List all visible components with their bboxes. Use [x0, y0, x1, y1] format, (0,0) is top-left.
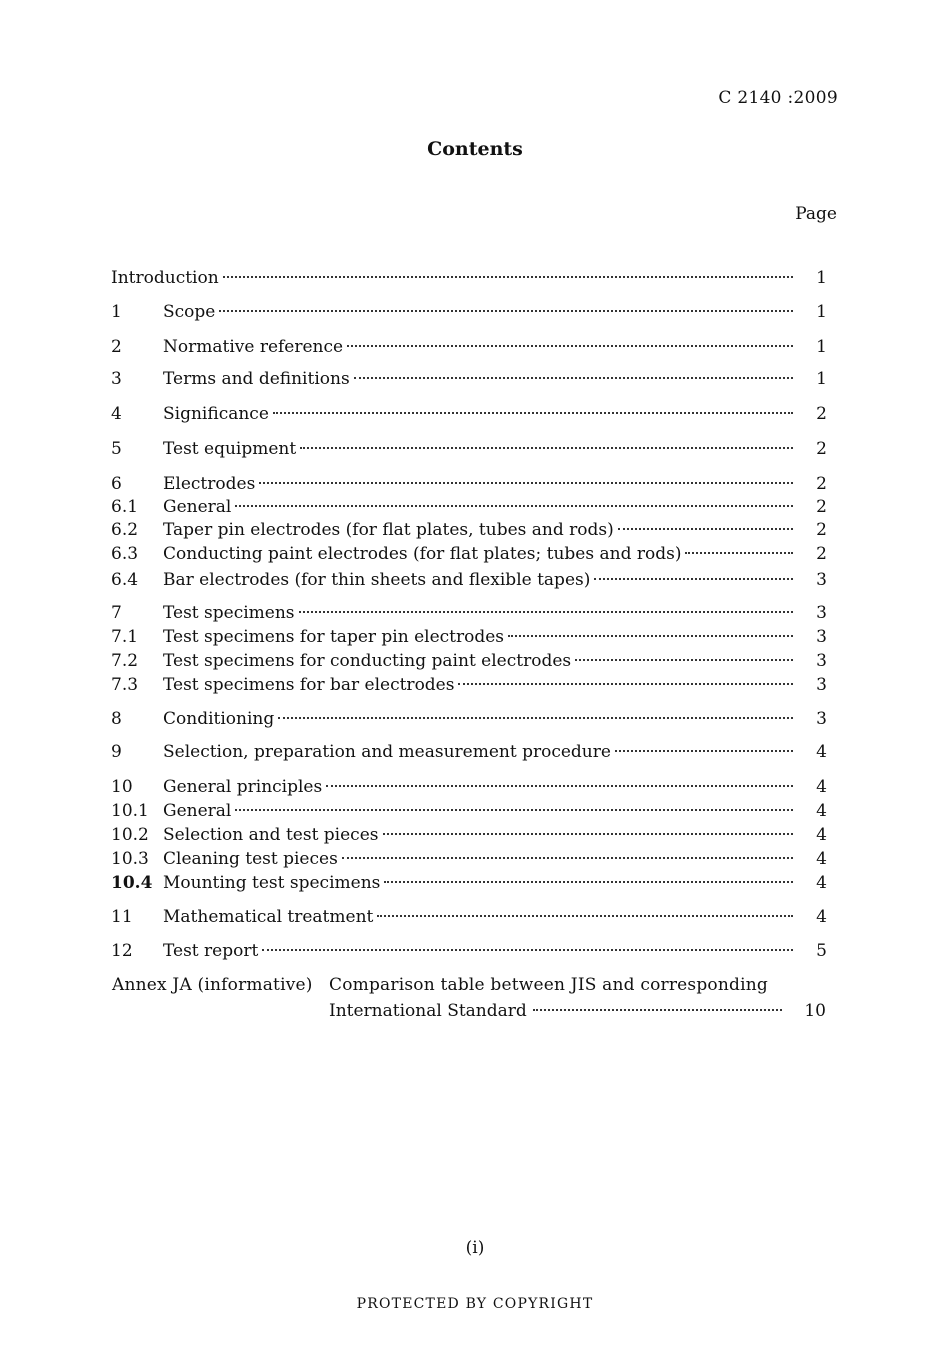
toc-entry-label: Test specimens for bar electrodes: [163, 675, 455, 695]
toc-entry[interactable]: [111, 497, 827, 519]
toc-entry[interactable]: [111, 801, 827, 823]
toc-entry-number: 10: [111, 777, 133, 797]
toc-entry-number: 10.3: [111, 849, 149, 869]
leader-dots: [458, 683, 793, 685]
leader-dots: [299, 611, 793, 613]
toc-entry-number: 7.3: [111, 675, 139, 695]
toc-entry[interactable]: [111, 709, 827, 731]
toc-entry[interactable]: [111, 849, 827, 871]
toc-entry-page: 1: [816, 268, 827, 288]
toc-entry-number: 6: [111, 474, 122, 494]
toc-entry-number: 12: [111, 941, 133, 961]
toc-entry-page: 5: [816, 941, 827, 961]
toc-entry-number: 7: [111, 603, 122, 623]
toc-entry-number: 8: [111, 709, 122, 729]
leader-dots: [508, 635, 793, 637]
toc-entry[interactable]: [111, 520, 827, 542]
leader-dots: [347, 345, 793, 347]
toc-entry-page: 4: [816, 907, 827, 927]
page-number: (i): [465, 1238, 485, 1258]
toc-entry-number: 9: [111, 742, 122, 762]
toc-entry[interactable]: [111, 603, 827, 625]
toc-entry[interactable]: [111, 404, 827, 426]
leader-dots: [384, 881, 793, 883]
toc-entry-label: Taper pin electrodes (for flat plates, tubes and rods): [163, 520, 614, 540]
leader-dots: [383, 833, 794, 835]
toc-entry[interactable]: [111, 544, 827, 566]
toc-entry-label: Test specimens for taper pin electrodes: [163, 627, 505, 647]
toc-entry-number: 6.3: [111, 544, 139, 564]
toc-entry-label: Selection and test pieces: [163, 825, 379, 845]
toc-entry-page: 1: [816, 369, 827, 389]
toc-entry-number: 10.1: [111, 801, 149, 821]
toc-entry-number: 5: [111, 439, 122, 459]
leader-dots: [223, 276, 793, 278]
toc-entry-label: Electrodes: [163, 474, 256, 494]
toc-entry-number: 1: [111, 302, 122, 322]
toc-entry-number: 7.1: [111, 627, 139, 647]
page-title: Contents: [427, 138, 523, 160]
leader-dots: [685, 552, 793, 554]
leader-dots: [262, 949, 793, 951]
toc-entry-number: 6.1: [111, 497, 139, 517]
toc-entry[interactable]: [111, 941, 827, 963]
toc-entry-number: 10.2: [111, 825, 149, 845]
toc-entry-page: 3: [816, 651, 827, 671]
toc-entry-number: 6.2: [111, 520, 139, 540]
toc-entry-number: 11: [111, 907, 133, 927]
toc-entry[interactable]: [111, 907, 827, 929]
page-column-label: Page: [795, 204, 837, 224]
toc-entry-number: 10.4: [111, 873, 153, 893]
annex-title-line2: International Standard: [329, 1001, 527, 1021]
leader-dots: [615, 750, 793, 752]
toc-entry[interactable]: [111, 627, 827, 649]
leader-dots: [618, 528, 793, 530]
toc-entry[interactable]: [111, 675, 827, 697]
annex-prefix: Annex JA (informative): [112, 975, 313, 995]
leader-dots: [326, 785, 793, 787]
leader-dots: [533, 1009, 783, 1011]
toc-entry-page: 3: [816, 675, 827, 695]
leader-dots: [575, 659, 793, 661]
toc-entry-label: Test report: [163, 941, 259, 961]
toc-entry-label: Bar electrodes (for thin sheets and flexible tapes): [163, 570, 591, 590]
leader-dots: [342, 857, 793, 859]
leader-dots: [235, 809, 793, 811]
toc-entry-label: Normative reference: [163, 337, 344, 357]
leader-dots: [259, 482, 793, 484]
toc-entry-page: 2: [816, 497, 827, 517]
toc-entry-number: 4: [111, 404, 122, 424]
toc-entry[interactable]: [111, 570, 827, 592]
toc-entry-page: 2: [816, 474, 827, 494]
toc-entry[interactable]: [111, 474, 827, 496]
toc-entry-page: 1: [816, 337, 827, 357]
toc-entry-label: General: [163, 801, 232, 821]
leader-dots: [377, 915, 793, 917]
toc-entry[interactable]: [111, 825, 827, 847]
toc-entry-label: Significance: [163, 404, 269, 424]
toc-entry-label: Conditioning: [163, 709, 275, 729]
copyright-notice: PROTECTED BY COPYRIGHT: [356, 1296, 594, 1312]
leader-dots: [278, 717, 793, 719]
toc-entry[interactable]: [111, 268, 827, 290]
toc-entry-label: General: [163, 497, 232, 517]
annex-entry[interactable]: [112, 975, 768, 995]
toc-entry-page: 2: [816, 439, 827, 459]
toc-entry[interactable]: [111, 439, 827, 461]
toc-entry[interactable]: [111, 742, 827, 764]
toc-entry-page: 3: [816, 570, 827, 590]
annex-page: 10: [804, 1001, 826, 1021]
leader-dots: [300, 447, 793, 449]
toc-entry[interactable]: [111, 302, 827, 324]
toc-entry-page: 4: [816, 873, 827, 893]
standard-code: C 2140 :2009: [718, 88, 838, 108]
toc-entry-number: 7.2: [111, 651, 139, 671]
toc-entry-page: 1: [816, 302, 827, 322]
toc-entry-page: 4: [816, 742, 827, 762]
toc-entry-label: General principles: [163, 777, 323, 797]
toc-entry[interactable]: [111, 369, 827, 391]
toc-entry[interactable]: [111, 873, 827, 895]
toc-entry-page: 3: [816, 627, 827, 647]
leader-dots: [594, 578, 793, 580]
toc-entry-label: Conducting paint electrodes (for flat plates; tubes and rods): [163, 544, 682, 564]
toc-entry[interactable]: [111, 337, 827, 359]
leader-dots: [354, 377, 793, 379]
toc-entry-label: Selection, preparation and measurement procedure: [163, 742, 611, 762]
toc-entry-label: Introduction: [111, 268, 219, 288]
toc-entry-number: 2: [111, 337, 122, 357]
annex-title-line1: Comparison table between JIS and corresponding: [329, 975, 768, 995]
toc-entry-page: 2: [816, 544, 827, 564]
toc-entry-label: Cleaning test pieces: [163, 849, 338, 869]
toc-entry-label: Mathematical treatment: [163, 907, 374, 927]
toc-entry-label: Test equipment: [163, 439, 297, 459]
leader-dots: [273, 412, 793, 414]
toc-entry-label: Scope: [163, 302, 216, 322]
toc-entry-page: 4: [816, 777, 827, 797]
leader-dots: [235, 505, 793, 507]
toc-entry-page: 4: [816, 801, 827, 821]
toc-entry-page: 3: [816, 709, 827, 729]
annex-entry-continuation[interactable]: [329, 1001, 826, 1023]
toc-entry-label: Test specimens for conducting paint electrodes: [163, 651, 572, 671]
toc-entry-label: Terms and definitions: [163, 369, 350, 389]
toc-entry[interactable]: [111, 777, 827, 799]
toc-entry-number: 6.4: [111, 570, 139, 590]
leader-dots: [219, 310, 793, 312]
toc-entry-number: 3: [111, 369, 122, 389]
toc-entry-page: 2: [816, 404, 827, 424]
toc-entry-page: 4: [816, 825, 827, 845]
toc-entry-page: 3: [816, 603, 827, 623]
toc-entry-label: Test specimens: [163, 603, 295, 623]
toc-entry-page: 4: [816, 849, 827, 869]
toc-entry-label: Mounting test specimens: [163, 873, 381, 893]
toc-entry[interactable]: [111, 651, 827, 673]
toc-entry-page: 2: [816, 520, 827, 540]
